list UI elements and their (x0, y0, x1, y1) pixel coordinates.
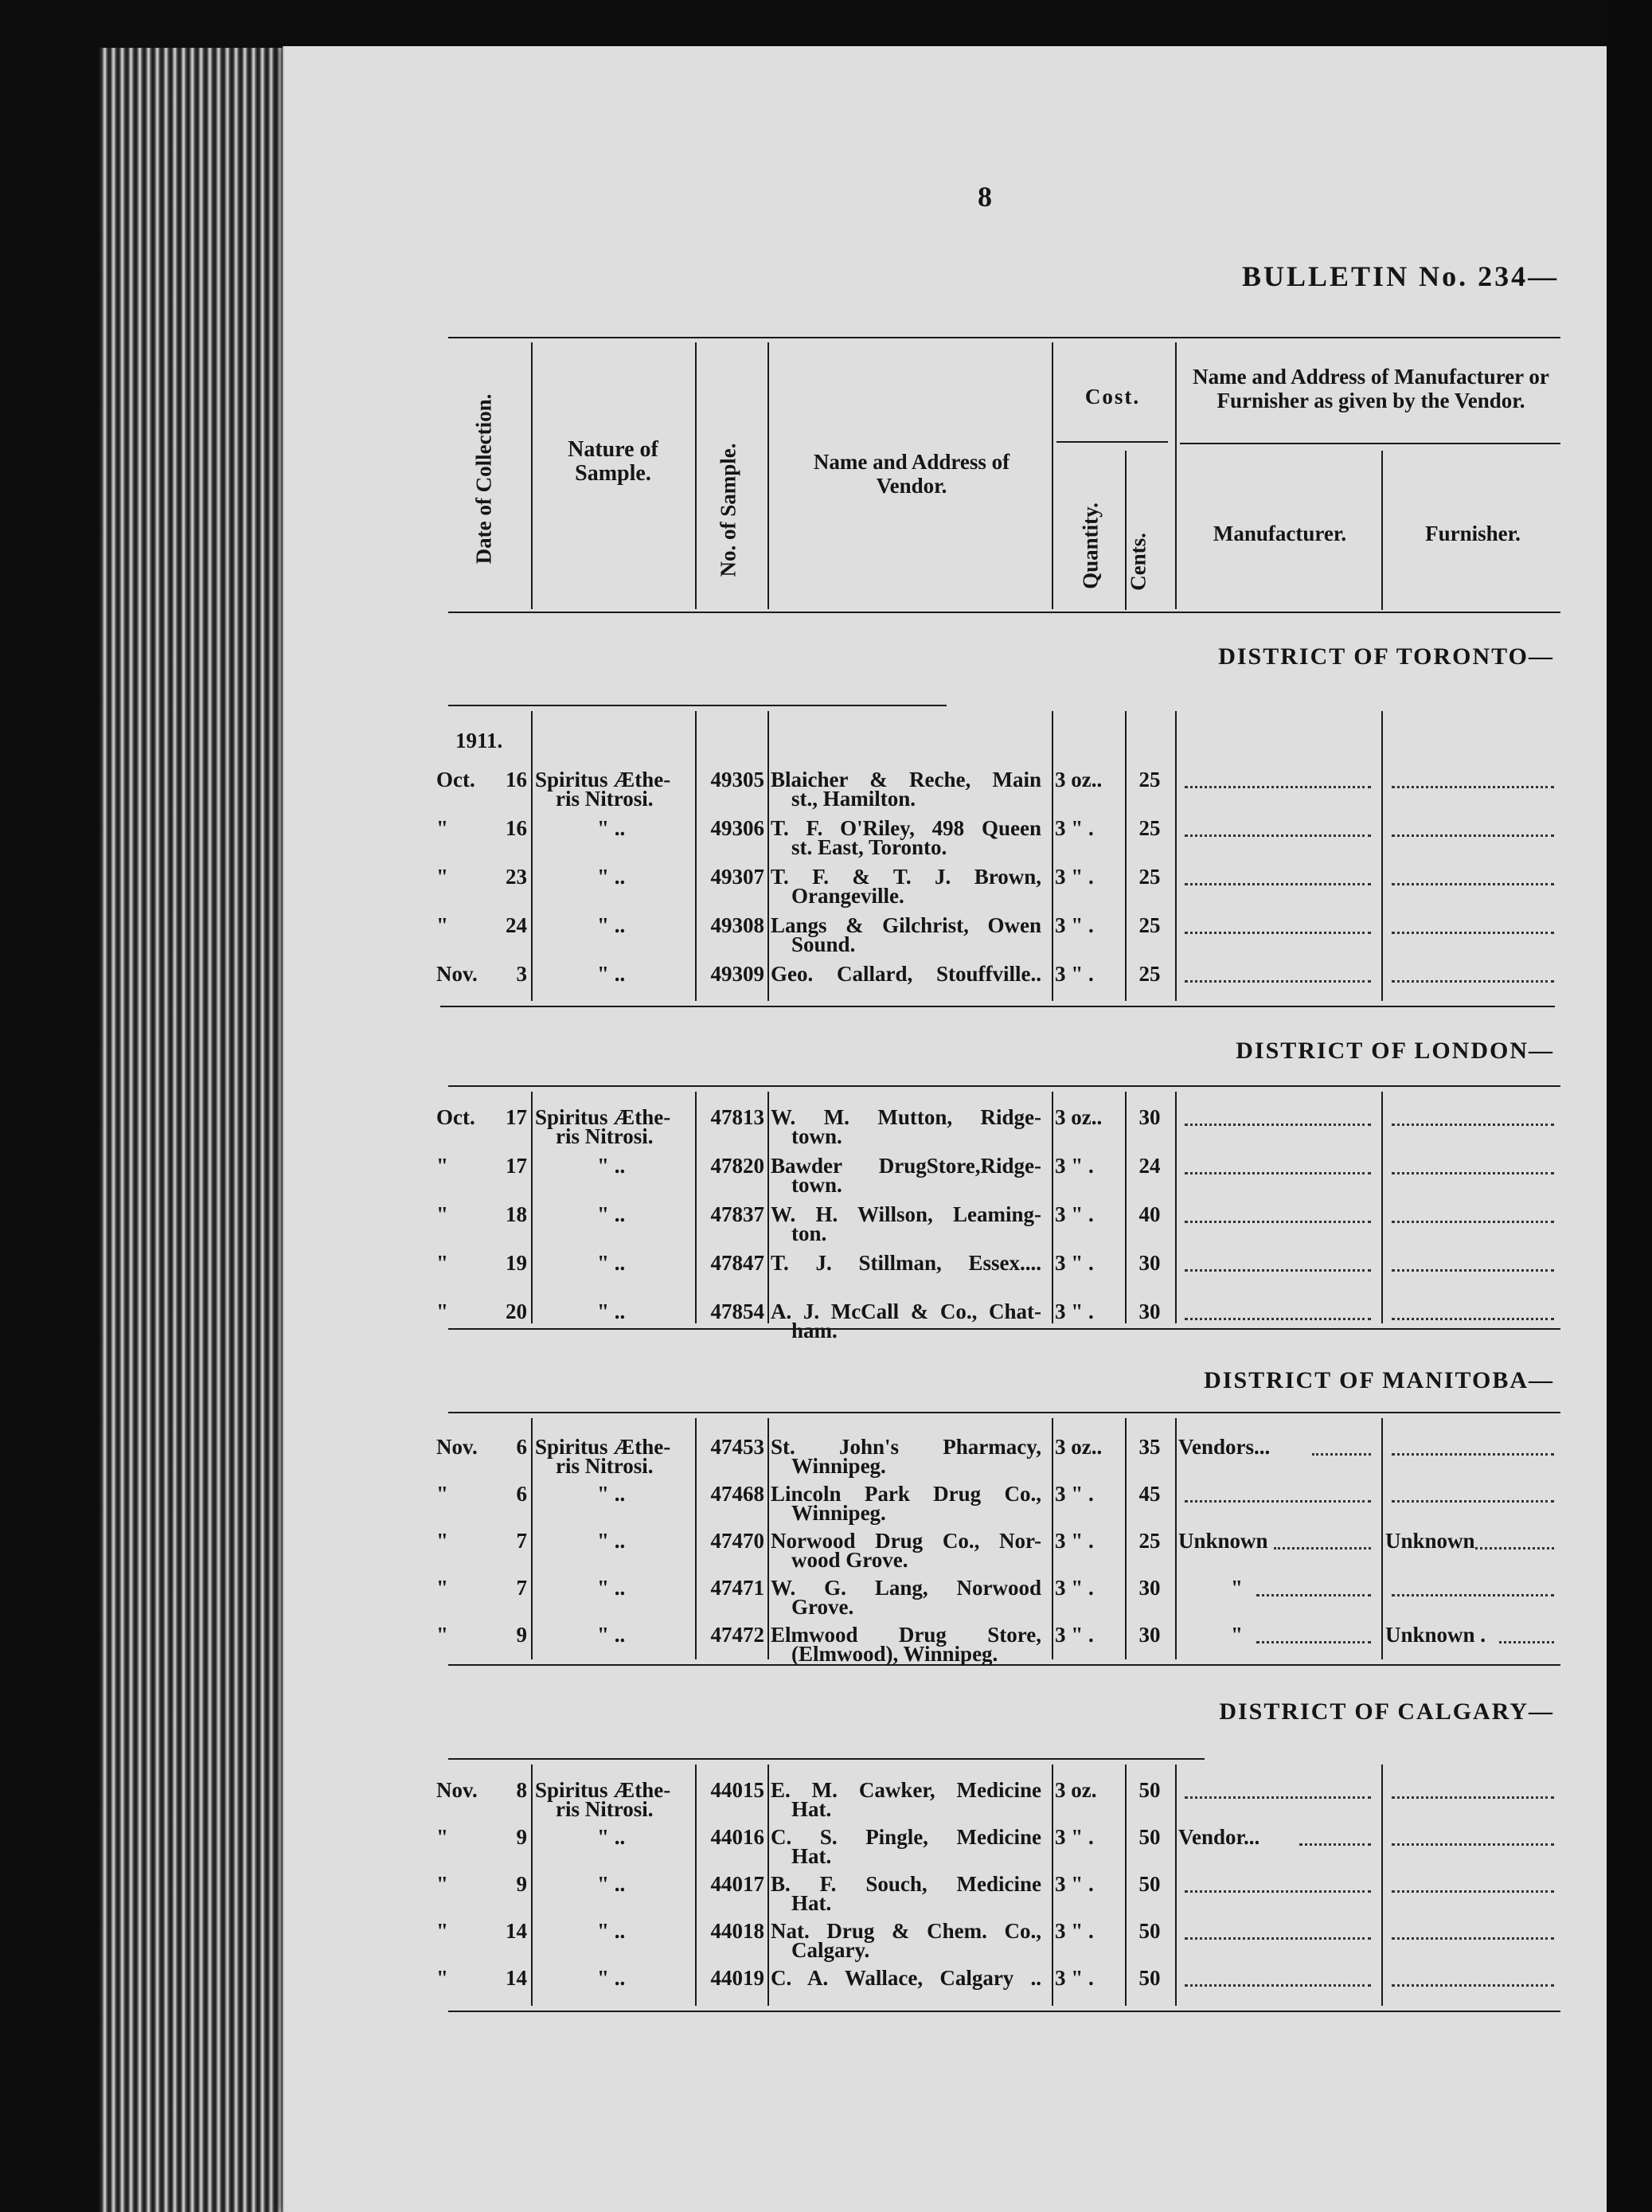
scan-border (1607, 0, 1652, 2212)
manufacturer-leader (1185, 1269, 1371, 1272)
row-month: Nov. (436, 1435, 478, 1459)
column-divider (767, 1418, 769, 1659)
district-bottom-rule (448, 1328, 1560, 1330)
row-month: Nov. (436, 962, 478, 986)
column-divider (1175, 711, 1177, 1001)
row-quantity: 3 " . (1055, 1966, 1094, 1990)
column-divider (1052, 1092, 1053, 1323)
row-nature-ditto: " .. (597, 1872, 626, 1896)
row-sample-no: 47847 (710, 1251, 764, 1275)
row-vendor: Elmwood Drug Store, (771, 1623, 1041, 1647)
header-quantity: Quantity. (1078, 502, 1103, 589)
row-vendor-cont: Calgary. (791, 1938, 870, 1962)
row-nature-cont: ris Nitrosi. (556, 1797, 654, 1821)
manufacturer-leader (1185, 1318, 1371, 1320)
furnisher-leader (1475, 1547, 1554, 1550)
row-month: Oct. (436, 768, 475, 791)
row-month: " (436, 865, 448, 889)
row-sample-no: 44018 (710, 1919, 764, 1943)
furnisher-leader (1392, 1269, 1554, 1272)
row-vendor: St. John's Pharmacy, (771, 1435, 1041, 1459)
book-page-edges (100, 48, 307, 2212)
row-cents: 50 (1138, 1825, 1161, 1849)
furnisher-leader (1392, 834, 1554, 837)
row-vendor-cont: ham. (791, 1319, 838, 1342)
row-quantity: 3 " . (1055, 1529, 1094, 1553)
row-day: 9 (516, 1825, 527, 1849)
manufacturer-leader (1274, 1547, 1371, 1550)
row-cents: 50 (1138, 1872, 1161, 1896)
manufacturer-leader (1185, 1500, 1371, 1503)
row-month: Nov. (436, 1778, 478, 1802)
row-nature-cont: ris Nitrosi. (556, 1124, 654, 1148)
header-manufacturer: Manufacturer. (1213, 522, 1347, 545)
column-divider (531, 1765, 533, 2006)
header-bottom-rule (448, 612, 1560, 613)
column-divider (1125, 711, 1127, 1001)
row-day: 17 (506, 1154, 527, 1178)
row-vendor-cont: Hat. (791, 1797, 832, 1821)
manufacturer-leader (1185, 1890, 1371, 1893)
year-label: 1911. (455, 729, 503, 752)
row-day: 6 (516, 1435, 527, 1459)
furnisher-leader (1392, 1937, 1554, 1940)
row-cents: 40 (1138, 1202, 1161, 1226)
row-vendor-cont: Hat. (791, 1844, 832, 1868)
row-quantity: 3 oz. (1055, 1778, 1097, 1802)
district-title: DISTRICT OF LONDON— (1236, 1038, 1554, 1064)
row-cents: 45 (1138, 1482, 1161, 1506)
district-bottom-rule (448, 2011, 1560, 2012)
row-sample-no: 44016 (710, 1825, 764, 1849)
row-quantity: 3 " . (1055, 1576, 1094, 1600)
row-vendor: C. S. Pingle, Medicine (771, 1825, 1041, 1849)
row-nature-cont: ris Nitrosi. (556, 1454, 654, 1478)
row-nature: Spiritus Æthe- (535, 1778, 671, 1802)
row-month: " (436, 1202, 448, 1226)
row-cents: 50 (1138, 1919, 1161, 1943)
row-quantity: 3 " . (1055, 1202, 1094, 1226)
district-bottom-rule (448, 1664, 1560, 1666)
row-month: " (436, 1966, 448, 1990)
district-top-rule (448, 1412, 1560, 1413)
column-divider (767, 1765, 769, 2006)
row-day: 7 (516, 1529, 527, 1553)
furnisher-leader (1392, 1500, 1554, 1503)
row-sample-no: 49305 (710, 768, 764, 791)
table-top-rule (448, 337, 1560, 338)
row-cents: 30 (1138, 1105, 1161, 1129)
row-vendor: Norwood Drug Co., Nor- (771, 1529, 1041, 1553)
manufacturer-leader (1299, 1843, 1371, 1846)
row-cents: 25 (1138, 962, 1161, 986)
column-divider (767, 1092, 769, 1323)
furnisher-leader (1392, 1124, 1554, 1126)
manufacturer-leader (1185, 1796, 1371, 1799)
row-month: " (436, 1623, 448, 1647)
row-nature-ditto: " .. (597, 1966, 626, 1990)
furnisher-leader (1392, 786, 1554, 788)
header-cost: Cost. (1084, 385, 1141, 408)
row-cents: 30 (1138, 1576, 1161, 1600)
row-vendor-cont: town. (791, 1124, 842, 1148)
header-furnisher: Furnisher. (1425, 522, 1521, 545)
row-quantity: 3 " . (1055, 962, 1094, 986)
manufacturer-leader (1256, 1641, 1371, 1643)
row-sample-no: 44019 (710, 1966, 764, 1990)
row-day: 24 (506, 913, 527, 937)
district-top-rule (448, 1758, 1205, 1760)
row-nature-ditto: " .. (597, 1482, 626, 1506)
district-title: DISTRICT OF MANITOBA— (1204, 1367, 1554, 1393)
row-manufacturer: Vendor... (1178, 1825, 1260, 1849)
header-divider (1381, 451, 1383, 610)
row-cents: 30 (1138, 1299, 1161, 1323)
district-bottom-rule (440, 1006, 1555, 1007)
row-cents: 30 (1138, 1251, 1161, 1275)
row-manufacturer: Vendors... (1178, 1435, 1271, 1459)
row-vendor-cont: Sound. (791, 932, 856, 956)
row-vendor-cont: wood Grove. (791, 1548, 908, 1572)
manufacturer-leader (1256, 1594, 1371, 1596)
row-vendor-cont: st., Hamilton. (791, 787, 916, 811)
row-sample-no: 47468 (710, 1482, 764, 1506)
row-quantity: 3 " . (1055, 1872, 1094, 1896)
row-nature-ditto: " .. (597, 865, 626, 889)
row-vendor: Nat. Drug & Chem. Co., (771, 1919, 1041, 1943)
row-day: 6 (516, 1482, 527, 1506)
row-day: 3 (516, 962, 527, 986)
row-vendor: B. F. Souch, Medicine (771, 1872, 1041, 1896)
manufacturer-leader (1185, 834, 1371, 837)
row-month: " (436, 816, 448, 840)
row-vendor-cont: Grove. (791, 1595, 854, 1619)
row-day: 16 (506, 768, 527, 791)
furnisher-leader (1392, 932, 1554, 934)
row-nature-ditto: " .. (597, 1529, 626, 1553)
row-day: 17 (506, 1105, 527, 1129)
row-vendor: W. M. Mutton, Ridge- (771, 1105, 1041, 1129)
row-nature: Spiritus Æthe- (535, 768, 671, 791)
column-divider (1052, 1765, 1053, 2006)
row-cents: 25 (1138, 768, 1161, 791)
column-divider (1175, 1765, 1177, 2006)
row-day: 9 (516, 1872, 527, 1896)
row-quantity: 3 " . (1055, 1623, 1094, 1647)
row-month: " (436, 1299, 448, 1323)
manufacturer-leader (1185, 786, 1371, 788)
row-quantity: 3 " . (1055, 1825, 1094, 1849)
district-top-rule (448, 705, 947, 706)
row-quantity: 3 " . (1055, 816, 1094, 840)
row-vendor: Geo. Callard, Stouffville.. (771, 962, 1041, 986)
row-month: " (436, 1529, 448, 1553)
row-vendor-cont: Orangeville. (791, 884, 904, 908)
row-sample-no: 47471 (710, 1576, 764, 1600)
row-vendor: E. M. Cawker, Medicine (771, 1778, 1041, 1802)
row-quantity: 3 " . (1055, 1299, 1094, 1323)
row-vendor: T. F. & T. J. Brown, (771, 865, 1041, 889)
row-vendor: Blaicher & Reche, Main (771, 768, 1041, 791)
furnisher-leader (1392, 1984, 1554, 1987)
header-date: Date of Collection. (471, 393, 496, 565)
row-sample-no: 47854 (710, 1299, 764, 1323)
row-vendor: Bawder DrugStore,Ridge- (771, 1154, 1041, 1178)
row-nature-ditto: " .. (597, 1825, 626, 1849)
column-divider (1381, 1092, 1383, 1323)
header-vendor: Name and Address of Vendor. (813, 450, 1010, 498)
row-month: " (436, 913, 448, 937)
row-month: " (436, 1154, 448, 1178)
row-day: 9 (516, 1623, 527, 1647)
row-sample-no: 44015 (710, 1778, 764, 1802)
row-month: " (436, 1919, 448, 1943)
row-quantity: 3 " . (1055, 1251, 1094, 1275)
row-day: 14 (506, 1966, 527, 1990)
bulletin-heading: BULLETIN No. 234— (1242, 260, 1560, 292)
row-quantity: 3 oz.. (1055, 768, 1103, 791)
row-month: " (436, 1482, 448, 1506)
row-sample-no: 49307 (710, 865, 764, 889)
row-quantity: 3 " . (1055, 865, 1094, 889)
row-vendor: C. A. Wallace, Calgary .. (771, 1966, 1041, 1990)
furnisher-leader (1392, 1453, 1554, 1456)
row-nature-ditto: " .. (597, 962, 626, 986)
column-divider (531, 711, 533, 1001)
row-day: 19 (506, 1251, 527, 1275)
row-nature-ditto: " .. (597, 1154, 626, 1178)
row-cents: 25 (1138, 865, 1161, 889)
row-nature-ditto: " .. (597, 913, 626, 937)
row-nature-ditto: " .. (597, 1299, 626, 1323)
row-day: 18 (506, 1202, 527, 1226)
furnisher-leader (1392, 1594, 1554, 1596)
row-vendor-cont: st. East, Toronto. (791, 835, 947, 859)
row-vendor: T. J. Stillman, Essex.... (771, 1251, 1041, 1275)
row-sample-no: 44017 (710, 1872, 764, 1896)
header-divider (695, 342, 697, 609)
district-top-rule (448, 1085, 1560, 1087)
header-no: No. of Sample. (716, 443, 740, 577)
district-title: DISTRICT OF TORONTO— (1218, 643, 1554, 670)
row-month: Oct. (436, 1105, 475, 1129)
row-nature-ditto: " .. (597, 1251, 626, 1275)
row-vendor-cont: Winnipeg. (791, 1454, 886, 1478)
row-vendor: W. G. Lang, Norwood (771, 1576, 1041, 1600)
row-vendor-cont: Hat. (791, 1891, 832, 1915)
column-divider (767, 711, 769, 1001)
furnisher-leader (1392, 883, 1554, 885)
mfr-rule (1180, 443, 1560, 444)
row-vendor: T. F. O'Riley, 498 Queen (771, 816, 1041, 840)
row-cents: 50 (1138, 1778, 1161, 1802)
row-day: 20 (506, 1299, 527, 1323)
furnisher-leader (1392, 1221, 1554, 1223)
row-sample-no: 47837 (710, 1202, 764, 1226)
furnisher-leader (1392, 1890, 1554, 1893)
manufacturer-leader (1185, 932, 1371, 934)
header-nature-text: Nature of Sample. (568, 437, 658, 486)
row-month: " (436, 1872, 448, 1896)
row-vendor: A. J. McCall & Co., Chat- (771, 1299, 1041, 1323)
header-nature (541, 438, 685, 486)
row-nature-cont: ris Nitrosi. (556, 787, 654, 811)
row-sample-no: 47472 (710, 1623, 764, 1647)
manufacturer-leader (1185, 1984, 1371, 1987)
row-cents: 24 (1138, 1154, 1161, 1178)
row-cents: 35 (1138, 1435, 1161, 1459)
row-sample-no: 49309 (710, 962, 764, 986)
header-divider (531, 342, 533, 609)
row-vendor-cont: town. (791, 1173, 842, 1197)
row-nature-ditto: " .. (597, 1202, 626, 1226)
row-quantity: 3 " . (1055, 1482, 1094, 1506)
row-vendor: Langs & Gilchrist, Owen (771, 913, 1041, 937)
column-divider (531, 1092, 533, 1323)
furnisher-leader (1392, 1318, 1554, 1320)
row-nature-ditto: " .. (597, 1623, 626, 1647)
row-cents: 25 (1138, 816, 1161, 840)
row-vendor-cont: (Elmwood), Winnipeg. (791, 1642, 998, 1666)
furnisher-leader (1392, 1796, 1554, 1799)
row-month: " (436, 1251, 448, 1275)
row-furnisher: Unknown (1385, 1529, 1475, 1553)
page-number: 8 (978, 181, 992, 213)
row-sample-no: 49306 (710, 816, 764, 840)
row-sample-no: 47453 (710, 1435, 764, 1459)
header-divider (767, 342, 769, 609)
column-divider (1175, 1418, 1177, 1659)
manufacturer-leader (1185, 1937, 1371, 1940)
furnisher-leader (1392, 1843, 1554, 1846)
row-quantity: 3 oz.. (1055, 1435, 1103, 1459)
row-cents: 25 (1138, 913, 1161, 937)
column-divider (1175, 1092, 1177, 1323)
row-sample-no: 47470 (710, 1529, 764, 1553)
row-vendor: W. H. Willson, Leaming- (771, 1202, 1041, 1226)
header-divider (1052, 342, 1053, 609)
row-sample-no: 47813 (710, 1105, 764, 1129)
row-day: 14 (506, 1919, 527, 1943)
row-manufacturer: Unknown (1178, 1529, 1268, 1553)
row-vendor-cont: Winnipeg. (791, 1501, 886, 1525)
header-divider (1175, 342, 1177, 609)
header-cents: Cents. (1126, 533, 1150, 591)
row-day: 8 (516, 1778, 527, 1802)
manufacturer-leader (1185, 980, 1371, 983)
row-furnisher: Unknown . (1385, 1623, 1486, 1647)
column-divider (1052, 1418, 1053, 1659)
column-divider (1381, 1418, 1383, 1659)
header-mfr-group: Name and Address of Manufacturer or Furnisher as given by the Vendor. (1193, 365, 1549, 412)
row-vendor: Lincoln Park Drug Co., (771, 1482, 1041, 1506)
column-divider (1052, 711, 1053, 1001)
row-quantity: 3 oz.. (1055, 1105, 1103, 1129)
row-manufacturer: " (1231, 1623, 1243, 1647)
row-day: 7 (516, 1576, 527, 1600)
row-cents: 50 (1138, 1966, 1161, 1990)
district-title: DISTRICT OF CALGARY— (1219, 1698, 1554, 1725)
row-vendor-cont: ton. (791, 1221, 827, 1245)
row-manufacturer: " (1231, 1576, 1243, 1600)
row-quantity: 3 " . (1055, 1919, 1094, 1943)
cost-rule (1056, 441, 1168, 443)
row-nature: Spiritus Æthe- (535, 1105, 671, 1129)
furnisher-leader (1499, 1641, 1554, 1643)
manufacturer-leader (1312, 1453, 1371, 1456)
row-nature: Spiritus Æthe- (535, 1435, 671, 1459)
furnisher-leader (1392, 980, 1554, 983)
column-divider (1381, 711, 1383, 1001)
row-month: " (436, 1825, 448, 1849)
manufacturer-leader (1185, 883, 1371, 885)
row-day: 23 (506, 865, 527, 889)
manufacturer-leader (1185, 1221, 1371, 1223)
row-quantity: 3 " . (1055, 1154, 1094, 1178)
row-cents: 30 (1138, 1623, 1161, 1647)
furnisher-leader (1392, 1172, 1554, 1174)
column-divider (695, 711, 697, 1001)
row-day: 16 (506, 816, 527, 840)
row-quantity: 3 " . (1055, 913, 1094, 937)
row-sample-no: 49308 (710, 913, 764, 937)
row-nature-ditto: " .. (597, 1576, 626, 1600)
row-nature-ditto: " .. (597, 816, 626, 840)
row-month: " (436, 1576, 448, 1600)
row-nature-ditto: " .. (597, 1919, 626, 1943)
column-divider (531, 1418, 533, 1659)
manufacturer-leader (1185, 1124, 1371, 1126)
manufacturer-leader (1185, 1172, 1371, 1174)
row-cents: 25 (1138, 1529, 1161, 1553)
row-sample-no: 47820 (710, 1154, 764, 1178)
column-divider (1381, 1765, 1383, 2006)
